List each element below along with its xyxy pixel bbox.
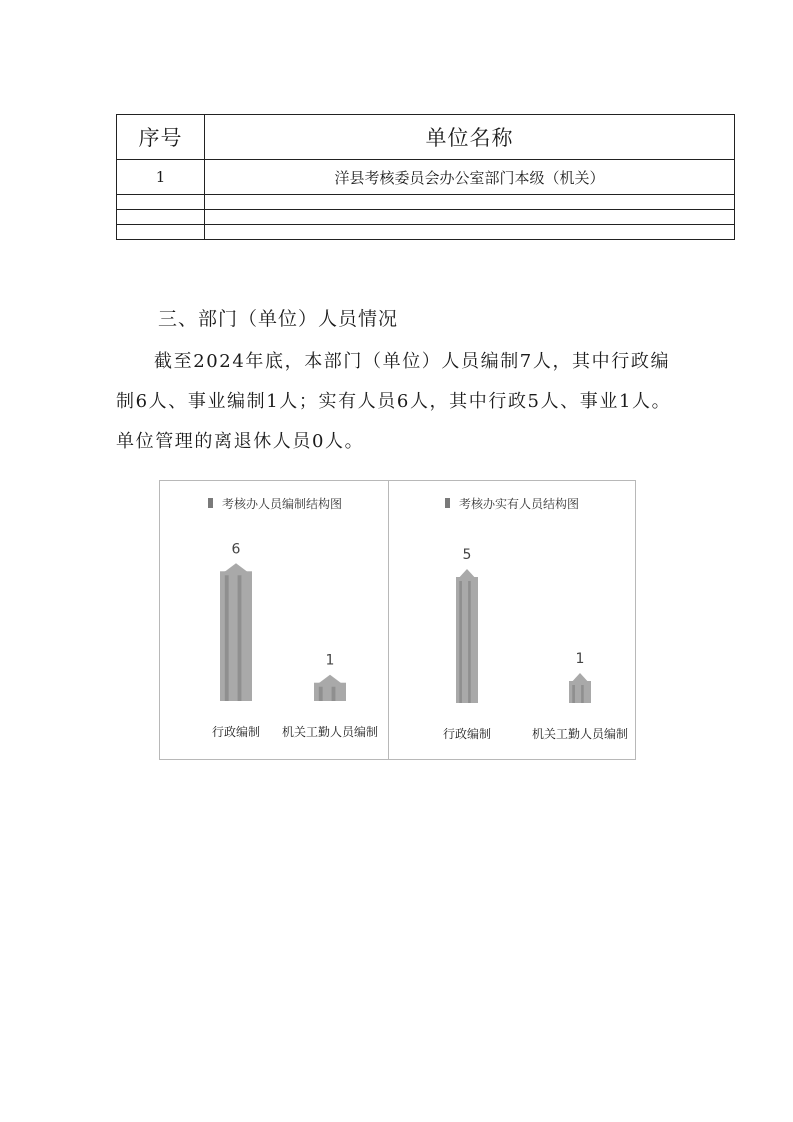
staffing-chart	[159, 480, 389, 760]
header-unit-name: 单位名称	[205, 115, 735, 160]
table-row	[117, 195, 735, 210]
value-label-1-2: 1	[325, 652, 335, 669]
category-label-1-2: 机关工勤人员编制	[281, 725, 379, 739]
table-header-row	[117, 115, 735, 160]
actual-staff-chart	[388, 480, 636, 760]
table-row	[117, 160, 735, 195]
value-label-1-1: 6	[231, 541, 241, 558]
table-row	[117, 225, 735, 240]
category-label-2-2: 机关工勤人员编制	[531, 727, 629, 741]
table-row	[117, 210, 735, 225]
staffing-chart-svg	[160, 481, 388, 759]
row-seq: 1	[117, 160, 205, 195]
category-label-1-1: 行政编制	[211, 725, 261, 739]
legend-swatch-2	[445, 498, 450, 508]
row-seq	[117, 225, 205, 240]
bar-1-2	[314, 675, 346, 701]
unit-table	[116, 114, 735, 240]
row-unit-name	[205, 225, 735, 240]
header-seq: 序号	[117, 115, 205, 160]
bar-1-1	[220, 563, 252, 701]
value-label-2-1: 5	[462, 547, 472, 563]
legend-swatch-1	[208, 498, 213, 508]
row-unit-name	[205, 210, 735, 225]
category-label-2-1: 行政编制	[442, 727, 492, 741]
row-unit-name: 洋县考核委员会办公室部门本级（机关）	[205, 160, 735, 195]
chart-title-1: 考核办人员编制结构图	[222, 497, 343, 511]
section-paragraph: 截至2024年底，本部门（单位）人员编制7人，其中行政编制6人、事业编制1人；实有人员6人，其中行政5人、事业1人。单位管理的离退休人员0人。	[116, 351, 672, 452]
bar-2-1	[456, 569, 478, 703]
bar-2-2	[569, 673, 591, 703]
chart-title-2: 考核办实有人员结构图	[459, 497, 580, 511]
actual-staff-chart-svg	[389, 481, 635, 759]
row-seq	[117, 210, 205, 225]
section-heading: 三、部门（单位）人员情况	[158, 308, 399, 330]
row-seq	[117, 195, 205, 210]
value-label-2-2: 1	[575, 651, 585, 667]
row-unit-name	[205, 195, 735, 210]
